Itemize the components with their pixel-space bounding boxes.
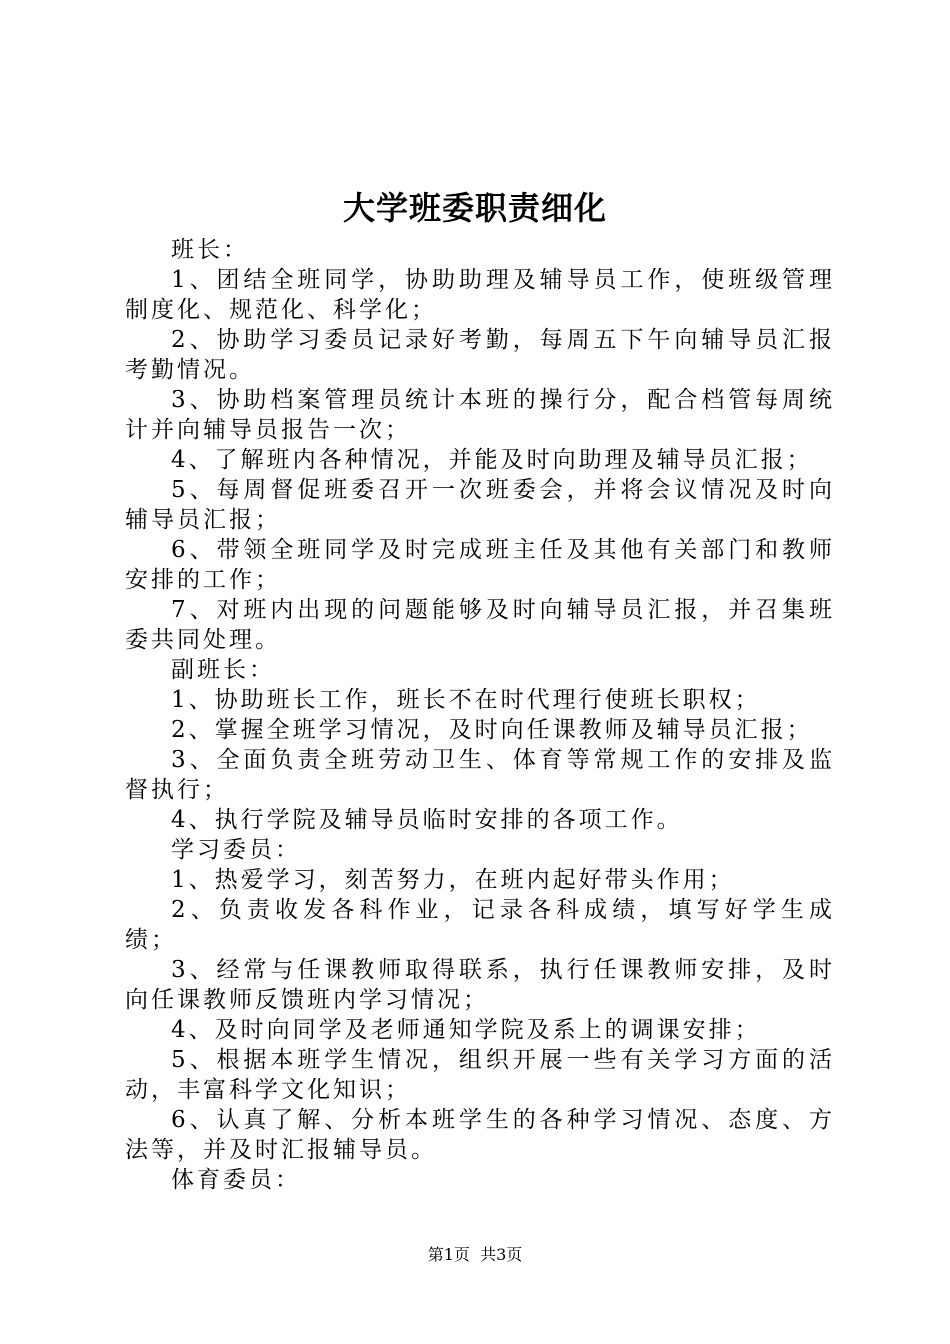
paragraph: 1、团结全班同学，协助助理及辅导员工作，使班级管理制度化、规范化、科学化； — [125, 267, 835, 323]
paragraph: 5、每周督促班委召开一次班委会，并将会议情况及时向辅导员汇报； — [125, 477, 835, 533]
paragraph: 3、全面负责全班劳动卫生、体育等常规工作的安排及监督执行； — [125, 747, 835, 803]
paragraph: 4、了解班内各种情况，并能及时向助理及辅导员汇报； — [171, 447, 813, 473]
paragraph: 5、根据本班学生情况，组织开展一些有关学习方面的活动，丰富科学文化知识； — [125, 1047, 835, 1103]
paragraph: 3、经常与任课教师取得联系，执行任课教师安排，及时向任课教师反馈班内学习情况； — [125, 957, 835, 1013]
paragraph: 班长： — [171, 237, 249, 263]
paragraph: 7、对班内出现的问题能够及时向辅导员汇报，并召集班委共同处理。 — [125, 597, 835, 653]
footer-spacer — [470, 1245, 480, 1264]
document-title: 大学班委职责细化 — [342, 189, 607, 227]
paragraph: 4、执行学院及辅导员临时安排的各项工作。 — [171, 807, 683, 833]
paragraph: 4、及时向同学及老师通知学院及系上的调课安排； — [171, 1017, 761, 1043]
paragraph: 2、掌握全班学习情况，及时向任课教师及辅导员汇报； — [171, 717, 813, 743]
paragraph: 体育委员： — [171, 1167, 301, 1193]
paragraph: 1、协助班长工作，班长不在时代理行使班长职权； — [171, 687, 761, 713]
paragraph: 3、协助档案管理员统计本班的操行分，配合档管每周统计并向辅导员报告一次； — [125, 387, 835, 443]
document-body — [125, 235, 835, 1195]
paragraph: 学习委员： — [171, 837, 301, 863]
page-footer — [0, 1244, 950, 1266]
paragraph: 2、负责收发各科作业，记录各科成绩，填写好学生成绩； — [125, 897, 835, 953]
paragraph: 2、协助学习委员记录好考勤，每周五下午向辅导员汇报考勤情况。 — [125, 327, 835, 383]
paragraph: 6、认真了解、分析本班学生的各种学习情况、态度、方法等，并及时汇报辅导员。 — [125, 1107, 835, 1163]
paragraph: 6、带领全班同学及时完成班主任及其他有关部门和教师安排的工作； — [125, 537, 835, 593]
page-number: 第1页 — [427, 1245, 470, 1264]
paragraph: 副班长： — [171, 657, 275, 683]
paragraph: 1、热爱学习，刻苦努力，在班内起好带头作用； — [171, 867, 735, 893]
page-total: 共3页 — [480, 1245, 523, 1264]
